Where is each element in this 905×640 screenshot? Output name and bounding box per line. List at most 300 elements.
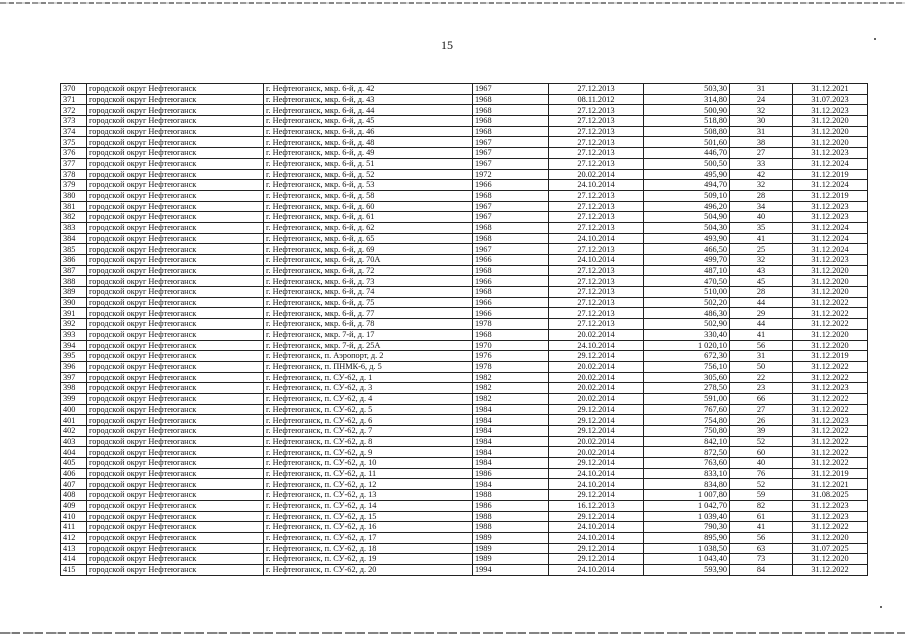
deadline-cell: 31.12.2021: [793, 479, 868, 490]
row-number: 373: [61, 116, 87, 127]
date-cell: 24.10.2014: [549, 255, 644, 266]
address-cell: г. Нефтеюганск, п. СУ-62, д. 12: [264, 479, 473, 490]
address-cell: г. Нефтеюганск, п. СУ-62, д. 20: [264, 564, 473, 575]
date-cell: 27.12.2013: [549, 105, 644, 116]
row-number: 390: [61, 297, 87, 308]
count-cell: 27: [730, 148, 793, 159]
address-cell: г. Нефтеюганск, мкр. 6-й, д. 46: [264, 126, 473, 137]
count-cell: 82: [730, 500, 793, 511]
area-cell: 591,00: [644, 393, 730, 404]
address-cell: г. Нефтеюганск, п. СУ-62, д. 9: [264, 447, 473, 458]
municipality-cell: городской округ Нефтеюганск: [87, 447, 264, 458]
deadline-cell: 31.12.2022: [793, 361, 868, 372]
year-cell: 1982: [473, 393, 549, 404]
municipality-cell: городской округ Нефтеюганск: [87, 84, 264, 95]
area-cell: 1 039,40: [644, 511, 730, 522]
municipality-cell: городской округ Нефтеюганск: [87, 137, 264, 148]
count-cell: 31: [730, 351, 793, 362]
year-cell: 1986: [473, 468, 549, 479]
row-number: 413: [61, 543, 87, 554]
municipality-cell: городской округ Нефтеюганск: [87, 255, 264, 266]
date-cell: 29.12.2014: [549, 415, 644, 426]
address-cell: г. Нефтеюганск, мкр. 6-й, д. 65: [264, 233, 473, 244]
deadline-cell: 31.12.2020: [793, 532, 868, 543]
deadline-cell: 31.07.2025: [793, 543, 868, 554]
deadline-cell: 31.12.2022: [793, 297, 868, 308]
area-cell: 1 042,70: [644, 500, 730, 511]
row-number: 405: [61, 458, 87, 469]
table-row: [61, 458, 868, 469]
address-cell: г. Нефтеюганск, мкр. 6-й, д. 45: [264, 116, 473, 127]
deadline-cell: 31.12.2023: [793, 500, 868, 511]
date-cell: 20.02.2014: [549, 372, 644, 383]
area-cell: 754,80: [644, 415, 730, 426]
row-number: 384: [61, 233, 87, 244]
row-number: 377: [61, 158, 87, 169]
address-cell: г. Нефтеюганск, мкр. 6-й, д. 74: [264, 287, 473, 298]
count-cell: 25: [730, 244, 793, 255]
table-row: [61, 180, 868, 191]
year-cell: 1984: [473, 404, 549, 415]
count-cell: 31: [730, 84, 793, 95]
count-cell: 45: [730, 276, 793, 287]
table-row: [61, 201, 868, 212]
address-cell: г. Нефтеюганск, п. СУ-62, д. 7: [264, 426, 473, 437]
address-cell: г. Нефтеюганск, п. СУ-62, д. 17: [264, 532, 473, 543]
date-cell: 24.10.2014: [549, 522, 644, 533]
address-cell: г. Нефтеюганск, мкр. 6-й, д. 70А: [264, 255, 473, 266]
count-cell: 26: [730, 415, 793, 426]
date-cell: 27.12.2013: [549, 201, 644, 212]
table-row: [61, 276, 868, 287]
date-cell: 27.12.2013: [549, 212, 644, 223]
count-cell: 34: [730, 201, 793, 212]
deadline-cell: 31.12.2022: [793, 393, 868, 404]
date-cell: 27.12.2013: [549, 126, 644, 137]
date-cell: 08.11.2012: [549, 94, 644, 105]
deadline-cell: 31.12.2020: [793, 276, 868, 287]
row-number: 409: [61, 500, 87, 511]
municipality-cell: городской округ Нефтеюганск: [87, 351, 264, 362]
area-cell: 487,10: [644, 265, 730, 276]
municipality-cell: городской округ Нефтеюганск: [87, 329, 264, 340]
table-row: [61, 383, 868, 394]
deadline-cell: 31.12.2023: [793, 105, 868, 116]
area-cell: 833,10: [644, 468, 730, 479]
table-row: [61, 244, 868, 255]
deadline-cell: 31.12.2020: [793, 137, 868, 148]
area-cell: 504,30: [644, 222, 730, 233]
row-number: 374: [61, 126, 87, 137]
address-cell: г. Нефтеюганск, п. СУ-62, д. 6: [264, 415, 473, 426]
count-cell: 32: [730, 180, 793, 191]
table-row: [61, 554, 868, 565]
year-cell: 1984: [473, 447, 549, 458]
row-number: 396: [61, 361, 87, 372]
row-number: 388: [61, 276, 87, 287]
area-cell: 314,80: [644, 94, 730, 105]
row-number: 389: [61, 287, 87, 298]
date-cell: 29.12.2014: [549, 554, 644, 565]
area-cell: 502,20: [644, 297, 730, 308]
municipality-cell: городской округ Нефтеюганск: [87, 190, 264, 201]
address-cell: г. Нефтеюганск, п. СУ-62, д. 8: [264, 436, 473, 447]
deadline-cell: 31.12.2021: [793, 84, 868, 95]
date-cell: 27.12.2013: [549, 137, 644, 148]
table-row: [61, 287, 868, 298]
date-cell: 27.12.2013: [549, 244, 644, 255]
date-cell: 20.02.2014: [549, 383, 644, 394]
address-cell: г. Нефтеюганск, п. СУ-62, д. 11: [264, 468, 473, 479]
municipality-cell: городской округ Нефтеюганск: [87, 340, 264, 351]
date-cell: 29.12.2014: [549, 543, 644, 554]
count-cell: 59: [730, 490, 793, 501]
deadline-cell: 31.12.2024: [793, 244, 868, 255]
address-cell: г. Нефтеюганск, мкр. 6-й, д. 72: [264, 265, 473, 276]
row-number: 381: [61, 201, 87, 212]
year-cell: 1982: [473, 372, 549, 383]
municipality-cell: городской округ Нефтеюганск: [87, 265, 264, 276]
row-number: 392: [61, 319, 87, 330]
year-cell: 1966: [473, 180, 549, 191]
row-number: 400: [61, 404, 87, 415]
municipality-cell: городской округ Нефтеюганск: [87, 126, 264, 137]
count-cell: 28: [730, 190, 793, 201]
count-cell: 27: [730, 404, 793, 415]
table-row: [61, 105, 868, 116]
date-cell: 29.12.2014: [549, 404, 644, 415]
year-cell: 1967: [473, 137, 549, 148]
area-cell: 500,90: [644, 105, 730, 116]
date-cell: 20.02.2014: [549, 447, 644, 458]
municipality-cell: городской округ Нефтеюганск: [87, 543, 264, 554]
table-row: [61, 490, 868, 501]
year-cell: 1966: [473, 308, 549, 319]
municipality-cell: городской округ Нефтеюганск: [87, 490, 264, 501]
municipality-cell: городской округ Нефтеюганск: [87, 244, 264, 255]
year-cell: 1970: [473, 340, 549, 351]
table-row: [61, 255, 868, 266]
table-row: [61, 351, 868, 362]
year-cell: 1978: [473, 361, 549, 372]
date-cell: 20.02.2014: [549, 436, 644, 447]
area-cell: 750,80: [644, 426, 730, 437]
address-cell: г. Нефтеюганск, мкр. 6-й, д. 75: [264, 297, 473, 308]
year-cell: 1968: [473, 233, 549, 244]
count-cell: 41: [730, 233, 793, 244]
address-cell: г. Нефтеюганск, п. СУ-62, д. 1: [264, 372, 473, 383]
area-cell: 504,90: [644, 212, 730, 223]
row-number: 372: [61, 105, 87, 116]
deadline-cell: 31.12.2024: [793, 222, 868, 233]
address-cell: г. Нефтеюганск, мкр. 6-й, д. 49: [264, 148, 473, 159]
municipality-cell: городской округ Нефтеюганск: [87, 532, 264, 543]
area-cell: 1 007,80: [644, 490, 730, 501]
area-cell: 278,50: [644, 383, 730, 394]
table-row: [61, 543, 868, 554]
date-cell: 24.10.2014: [549, 233, 644, 244]
deadline-cell: 31.12.2022: [793, 522, 868, 533]
area-cell: 756,10: [644, 361, 730, 372]
count-cell: 32: [730, 105, 793, 116]
count-cell: 52: [730, 436, 793, 447]
row-number: 407: [61, 479, 87, 490]
row-number: 404: [61, 447, 87, 458]
municipality-cell: городской округ Нефтеюганск: [87, 116, 264, 127]
count-cell: 40: [730, 458, 793, 469]
year-cell: 1968: [473, 105, 549, 116]
table-row: [61, 500, 868, 511]
year-cell: 1968: [473, 287, 549, 298]
table-row: [61, 511, 868, 522]
table-row: [61, 415, 868, 426]
count-cell: 32: [730, 255, 793, 266]
date-cell: 20.02.2014: [549, 393, 644, 404]
date-cell: 29.12.2014: [549, 351, 644, 362]
count-cell: 22: [730, 372, 793, 383]
scan-top-edge: [0, 2, 905, 4]
municipality-cell: городской округ Нефтеюганск: [87, 222, 264, 233]
count-cell: 31: [730, 126, 793, 137]
date-cell: 29.12.2014: [549, 458, 644, 469]
deadline-cell: 31.12.2024: [793, 180, 868, 191]
deadline-cell: 31.12.2022: [793, 447, 868, 458]
row-number: 370: [61, 84, 87, 95]
deadline-cell: 31.12.2022: [793, 426, 868, 437]
table-row: [61, 148, 868, 159]
row-number: 410: [61, 511, 87, 522]
table-row: [61, 479, 868, 490]
count-cell: 73: [730, 554, 793, 565]
table-row: [61, 126, 868, 137]
table-row: [61, 222, 868, 233]
address-cell: г. Нефтеюганск, мкр. 6-й, д. 42: [264, 84, 473, 95]
deadline-cell: 31.12.2020: [793, 287, 868, 298]
area-cell: 1 020,10: [644, 340, 730, 351]
date-cell: 16.12.2013: [549, 500, 644, 511]
municipality-cell: городской округ Нефтеюганск: [87, 212, 264, 223]
deadline-cell: 31.12.2023: [793, 212, 868, 223]
municipality-cell: городской округ Нефтеюганск: [87, 522, 264, 533]
deadline-cell: 31.12.2020: [793, 126, 868, 137]
row-number: 397: [61, 372, 87, 383]
row-number: 411: [61, 522, 87, 533]
count-cell: 52: [730, 479, 793, 490]
year-cell: 1994: [473, 564, 549, 575]
address-cell: г. Нефтеюганск, мкр. 6-й, д. 53: [264, 180, 473, 191]
deadline-cell: 31.12.2023: [793, 415, 868, 426]
table-row: [61, 468, 868, 479]
row-number: 398: [61, 383, 87, 394]
deadline-cell: 31.08.2025: [793, 490, 868, 501]
table-row: [61, 169, 868, 180]
area-cell: 767,60: [644, 404, 730, 415]
area-cell: 872,50: [644, 447, 730, 458]
date-cell: 27.12.2013: [549, 276, 644, 287]
year-cell: 1968: [473, 222, 549, 233]
deadline-cell: 31.12.2023: [793, 148, 868, 159]
count-cell: 76: [730, 468, 793, 479]
count-cell: 66: [730, 393, 793, 404]
count-cell: 84: [730, 564, 793, 575]
area-cell: 501,60: [644, 137, 730, 148]
date-cell: 24.10.2014: [549, 340, 644, 351]
count-cell: 39: [730, 426, 793, 437]
table-row: [61, 137, 868, 148]
year-cell: 1968: [473, 94, 549, 105]
date-cell: 27.12.2013: [549, 84, 644, 95]
area-cell: 518,80: [644, 116, 730, 127]
row-number: 387: [61, 265, 87, 276]
date-cell: 27.12.2013: [549, 148, 644, 159]
row-number: 379: [61, 180, 87, 191]
row-number: 380: [61, 190, 87, 201]
address-cell: г. Нефтеюганск, п. СУ-62, д. 3: [264, 383, 473, 394]
area-cell: 593,90: [644, 564, 730, 575]
area-cell: 470,50: [644, 276, 730, 287]
year-cell: 1967: [473, 148, 549, 159]
row-number: 399: [61, 393, 87, 404]
count-cell: 41: [730, 329, 793, 340]
deadline-cell: 31.12.2022: [793, 436, 868, 447]
year-cell: 1988: [473, 490, 549, 501]
address-cell: г. Нефтеюганск, мкр. 6-й, д. 73: [264, 276, 473, 287]
table-row: [61, 158, 868, 169]
area-cell: 496,20: [644, 201, 730, 212]
table-row: [61, 361, 868, 372]
deadline-cell: 31.12.2022: [793, 458, 868, 469]
year-cell: 1968: [473, 190, 549, 201]
year-cell: 1989: [473, 543, 549, 554]
row-number: 386: [61, 255, 87, 266]
municipality-cell: городской округ Нефтеюганск: [87, 383, 264, 394]
area-cell: 499,70: [644, 255, 730, 266]
area-cell: 500,50: [644, 158, 730, 169]
area-cell: 503,30: [644, 84, 730, 95]
municipality-cell: городской округ Нефтеюганск: [87, 511, 264, 522]
deadline-cell: 31.12.2019: [793, 468, 868, 479]
table-row: [61, 212, 868, 223]
area-cell: 1 043,40: [644, 554, 730, 565]
address-cell: г. Нефтеюганск, мкр. 6-й, д. 62: [264, 222, 473, 233]
area-cell: 672,30: [644, 351, 730, 362]
count-cell: 56: [730, 532, 793, 543]
date-cell: 24.10.2014: [549, 564, 644, 575]
date-cell: 27.12.2013: [549, 297, 644, 308]
year-cell: 1984: [473, 426, 549, 437]
count-cell: 30: [730, 116, 793, 127]
year-cell: 1988: [473, 522, 549, 533]
area-cell: 510,00: [644, 287, 730, 298]
area-cell: 509,10: [644, 190, 730, 201]
year-cell: 1984: [473, 479, 549, 490]
address-cell: г. Нефтеюганск, п. СУ-62, д. 16: [264, 522, 473, 533]
area-cell: 486,30: [644, 308, 730, 319]
date-cell: 20.02.2014: [549, 329, 644, 340]
area-cell: 330,40: [644, 329, 730, 340]
deadline-cell: 31.12.2020: [793, 265, 868, 276]
table-row: [61, 522, 868, 533]
deadline-cell: 31.12.2023: [793, 511, 868, 522]
table-row: [61, 265, 868, 276]
municipality-cell: городской округ Нефтеюганск: [87, 468, 264, 479]
date-cell: 24.10.2014: [549, 468, 644, 479]
row-number: 378: [61, 169, 87, 180]
date-cell: 20.02.2014: [549, 169, 644, 180]
year-cell: 1967: [473, 212, 549, 223]
deadline-cell: 31.12.2020: [793, 340, 868, 351]
municipality-cell: городской округ Нефтеюганск: [87, 479, 264, 490]
date-cell: 27.12.2013: [549, 265, 644, 276]
deadline-cell: 31.12.2020: [793, 329, 868, 340]
deadline-cell: 31.12.2019: [793, 351, 868, 362]
year-cell: 1984: [473, 415, 549, 426]
municipality-cell: городской округ Нефтеюганск: [87, 233, 264, 244]
municipality-cell: городской округ Нефтеюганск: [87, 308, 264, 319]
table-row: [61, 426, 868, 437]
date-cell: 24.10.2014: [549, 479, 644, 490]
address-cell: г. Нефтеюганск, мкр. 6-й, д. 43: [264, 94, 473, 105]
year-cell: 1989: [473, 554, 549, 565]
table-row: [61, 340, 868, 351]
row-number: 401: [61, 415, 87, 426]
deadline-cell: 31.12.2022: [793, 404, 868, 415]
count-cell: 43: [730, 265, 793, 276]
year-cell: 1968: [473, 116, 549, 127]
date-cell: 24.10.2014: [549, 180, 644, 191]
municipality-cell: городской округ Нефтеюганск: [87, 564, 264, 575]
table-row: [61, 532, 868, 543]
address-cell: г. Нефтеюганск, п. СУ-62, д. 15: [264, 511, 473, 522]
municipality-cell: городской округ Нефтеюганск: [87, 361, 264, 372]
table-row: [61, 116, 868, 127]
address-cell: г. Нефтеюганск, мкр. 6-й, д. 69: [264, 244, 473, 255]
address-cell: г. Нефтеюганск, мкр. 6-й, д. 60: [264, 201, 473, 212]
count-cell: 42: [730, 169, 793, 180]
deadline-cell: 31.12.2019: [793, 169, 868, 180]
row-number: 382: [61, 212, 87, 223]
year-cell: 1967: [473, 84, 549, 95]
count-cell: 44: [730, 319, 793, 330]
table-row: [61, 297, 868, 308]
area-cell: 446,70: [644, 148, 730, 159]
address-cell: г. Нефтеюганск, п. СУ-62, д. 5: [264, 404, 473, 415]
scan-speck: [880, 606, 882, 608]
year-cell: 1986: [473, 500, 549, 511]
address-cell: г. Нефтеюганск, мкр. 6-й, д. 58: [264, 190, 473, 201]
municipality-cell: городской округ Нефтеюганск: [87, 372, 264, 383]
table-row: [61, 372, 868, 383]
housing-registry-table: [60, 83, 868, 576]
date-cell: 27.12.2013: [549, 222, 644, 233]
row-number: 402: [61, 426, 87, 437]
area-cell: 1 038,50: [644, 543, 730, 554]
row-number: 391: [61, 308, 87, 319]
area-cell: 508,80: [644, 126, 730, 137]
date-cell: 29.12.2014: [549, 490, 644, 501]
date-cell: 27.12.2013: [549, 308, 644, 319]
table-row: [61, 329, 868, 340]
deadline-cell: 31.12.2023: [793, 201, 868, 212]
row-number: 394: [61, 340, 87, 351]
date-cell: 27.12.2013: [549, 287, 644, 298]
count-cell: 40: [730, 212, 793, 223]
row-number: 393: [61, 329, 87, 340]
deadline-cell: 31.12.2020: [793, 554, 868, 565]
deadline-cell: 31.07.2023: [793, 94, 868, 105]
table-row: [61, 436, 868, 447]
municipality-cell: городской округ Нефтеюганск: [87, 554, 264, 565]
